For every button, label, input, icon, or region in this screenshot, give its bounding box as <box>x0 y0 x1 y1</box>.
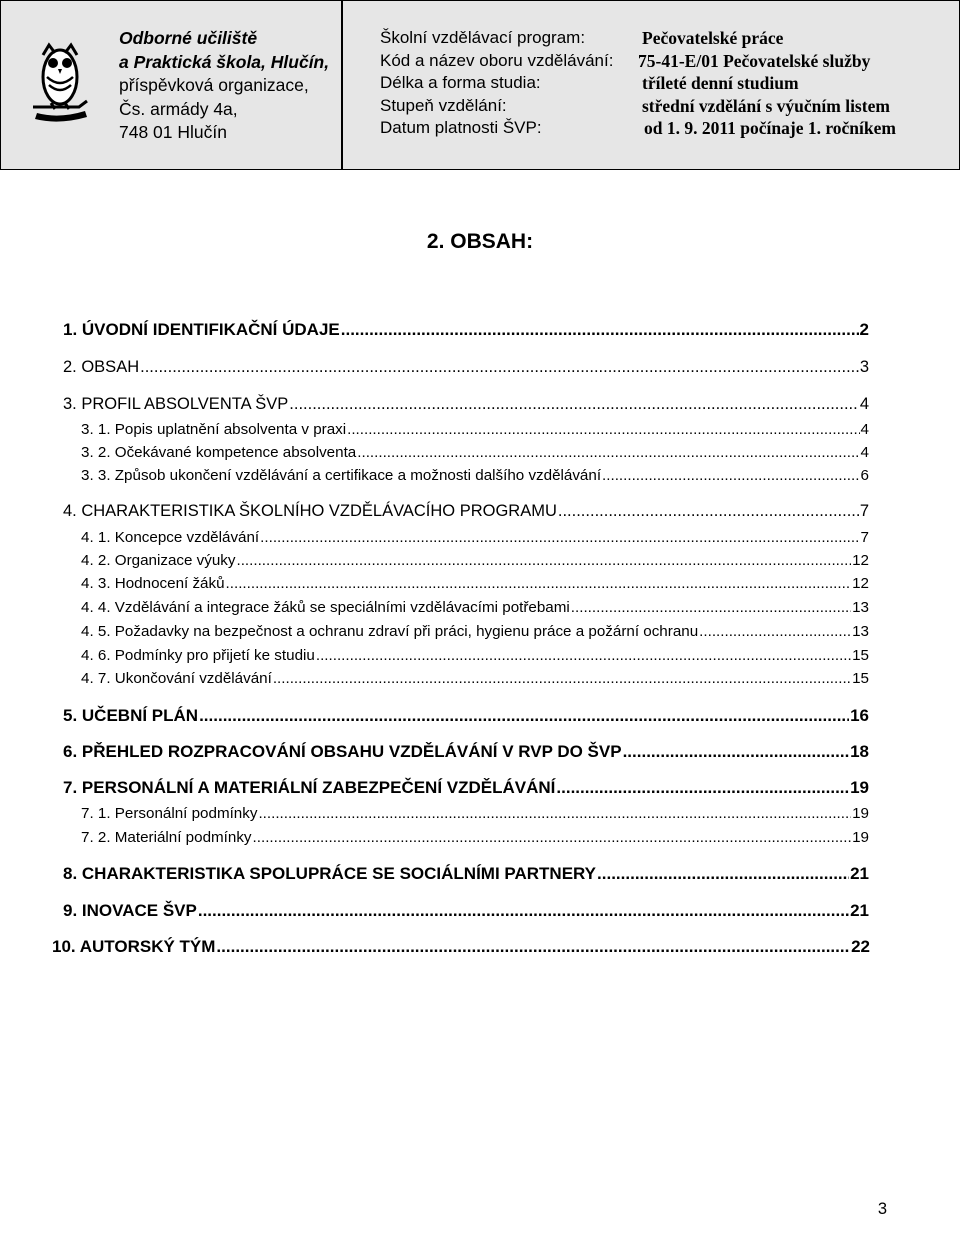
toc-entry-title: 2. OBSAH <box>63 358 140 376</box>
info-label: Školní vzdělávací program: <box>380 28 586 47</box>
toc-entry-title: 3. 1. Popis uplatnění absolventa v praxi <box>81 421 347 438</box>
info-value: 75-41-E/01 Pečovatelské služby <box>638 50 871 71</box>
toc-entry[interactable] <box>63 502 869 521</box>
info-value: tříleté denní studium <box>642 73 799 94</box>
info-row-validity <box>380 117 940 140</box>
leader-dots <box>623 742 850 762</box>
toc-entry-page: 13 <box>852 599 869 616</box>
leader-dots <box>602 467 860 484</box>
toc-entry-page: 15 <box>852 670 869 687</box>
info-label: Délka a forma studia: <box>380 73 541 93</box>
toc-entry-page: 4 <box>860 444 869 461</box>
leader-dots <box>289 395 859 414</box>
toc-entry-title: 3. PROFIL ABSOLVENTA ŠVP <box>63 395 289 413</box>
toc-entry-page: 12 <box>852 575 869 592</box>
toc-entry-page: 6 <box>860 467 869 484</box>
toc-entry-title: 4. 6. Podmínky pro přijetí ke studiu <box>81 647 315 664</box>
toc-entry-title: 9. INOVACE ŠVP <box>63 901 197 920</box>
toc-entry-title: 7. 1. Personální podmínky <box>81 805 258 822</box>
toc-entry[interactable] <box>63 742 869 762</box>
toc-entry-title: 10. AUTORSKÝ TÝM <box>52 937 216 956</box>
leader-dots <box>699 623 851 640</box>
leader-dots <box>571 599 851 616</box>
leader-dots <box>357 444 859 461</box>
toc-entry-page: 7 <box>860 529 869 546</box>
toc-entry[interactable] <box>81 670 869 687</box>
school-street-line: Čs. armády 4a, <box>119 98 238 119</box>
leader-dots <box>236 552 851 569</box>
toc-entry-title: 3. 3. Způsob ukončení vzdělávání a certifikace a možnosti dalšího vzdělávání <box>81 467 602 484</box>
toc-entry[interactable] <box>81 444 869 461</box>
toc-entry-title: 8. CHARAKTERISTIKA SPOLUPRÁCE SE SOCIÁLNÍMI PARTNERY <box>63 864 597 883</box>
info-value: od 1. 9. 2011 počínaje 1. ročníkem <box>644 118 896 139</box>
leader-dots <box>597 864 849 884</box>
toc-entry-title: 7. PERSONÁLNÍ A MATERIÁLNÍ ZABEZPEČENÍ VZDĚLÁVÁNÍ <box>63 778 556 797</box>
toc-entry[interactable] <box>63 706 869 726</box>
leader-dots <box>199 706 849 726</box>
leader-dots <box>140 358 859 377</box>
toc-entry-title: 4. 7. Ukončování vzdělávání <box>81 670 272 687</box>
toc-entry[interactable] <box>81 647 869 664</box>
toc-entry[interactable] <box>52 937 870 957</box>
school-panel <box>1 1 343 169</box>
leader-dots <box>558 502 859 521</box>
toc-entry-page: 4 <box>859 395 869 413</box>
info-row-level <box>380 95 940 118</box>
toc-entry-page: 3 <box>859 358 869 376</box>
info-label: Stupeň vzdělání: <box>380 95 507 115</box>
school-type-line: příspěvková organizace, <box>119 75 309 95</box>
toc-entry-title: 5. UČEBNÍ PLÁN <box>63 706 199 725</box>
leader-dots <box>258 805 851 822</box>
toc-entry-page: 19 <box>852 805 869 822</box>
toc-entry[interactable] <box>63 778 869 798</box>
toc-entry-title: 4. 3. Hodnocení žáků <box>81 575 225 592</box>
toc-entry-page: 19 <box>850 778 869 797</box>
toc-entry[interactable] <box>81 552 869 569</box>
toc-entry[interactable] <box>63 358 869 377</box>
toc-entry[interactable] <box>63 395 869 414</box>
info-row-duration <box>380 72 940 95</box>
toc-entry-page: 22 <box>851 937 870 956</box>
toc-entry[interactable] <box>81 805 869 822</box>
info-label: Kód a název oboru vzdělávání: <box>380 50 614 70</box>
toc-entry[interactable] <box>63 864 869 884</box>
toc-entry-title: 4. CHARAKTERISTIKA ŠKOLNÍHO VZDĚLÁVACÍHO PROGRAMU <box>63 502 557 520</box>
leader-dots <box>253 829 852 846</box>
school-address <box>119 27 329 145</box>
toc-entry-page: 12 <box>852 552 869 569</box>
page-number: 3 <box>877 1200 887 1218</box>
toc-entry[interactable] <box>81 599 869 616</box>
info-value: střední vzdělání s výučním listem <box>642 95 890 116</box>
info-row-program <box>380 27 940 50</box>
toc-entry-title: 4. 2. Organizace výuky <box>81 552 236 569</box>
toc-entry-page: 7 <box>859 502 869 520</box>
toc-entry[interactable] <box>63 320 869 340</box>
toc-entry[interactable] <box>63 901 869 921</box>
toc-entry[interactable] <box>81 467 869 484</box>
toc-entry[interactable] <box>81 529 869 546</box>
leader-dots <box>316 647 851 664</box>
toc-entry-page: 19 <box>852 829 869 846</box>
toc-entry-title: 4. 4. Vzdělávání a integrace žáků se speciálními vzdělávacími potřebami <box>81 599 570 616</box>
document-header <box>0 0 960 170</box>
toc-entry-title: 1. ÚVODNÍ IDENTIFIKAČNÍ ÚDAJE <box>63 320 340 339</box>
program-info <box>380 27 940 140</box>
leader-dots <box>341 320 859 340</box>
school-name-line: a Praktická škola, Hlučín, <box>119 51 330 72</box>
leader-dots <box>347 421 859 438</box>
toc-entry-title: 3. 2. Očekávané kompetence absolventa <box>81 444 357 461</box>
toc-entry[interactable] <box>81 421 869 438</box>
leader-dots <box>260 529 859 546</box>
toc-entry[interactable] <box>81 575 869 592</box>
owl-logo-icon <box>29 41 91 125</box>
info-value: Pečovatelské práce <box>642 28 784 48</box>
toc-entry-page: 16 <box>850 706 869 725</box>
info-label: Datum platnosti ŠVP: <box>380 118 542 138</box>
school-name-line: Odborné učiliště <box>119 28 258 48</box>
toc-entry[interactable] <box>81 623 869 640</box>
toc-entry-page: 21 <box>850 901 869 920</box>
school-city-line: 748 01 Hlučín <box>119 122 227 142</box>
toc-entry-title: 4. 5. Požadavky na bezpečnost a ochranu zdraví při práci, hygienu práce a požární ochranu <box>81 623 699 640</box>
toc-entry-title: 6. PŘEHLED ROZPRACOVÁNÍ OBSAHU VZDĚLÁVÁNÍ V RVP DO ŠVP <box>63 742 622 761</box>
leader-dots <box>273 670 851 687</box>
toc-entry-page: 13 <box>852 623 869 640</box>
toc-entry[interactable] <box>81 829 869 846</box>
toc-entry-title: 4. 1. Koncepce vzdělávání <box>81 529 260 546</box>
leader-dots <box>556 778 849 798</box>
toc-entry-page: 15 <box>852 647 869 664</box>
leader-dots <box>198 901 849 921</box>
info-row-field-code <box>380 50 940 73</box>
toc-entry-title: 7. 2. Materiální podmínky <box>81 829 252 846</box>
toc-entry-page: 2 <box>859 320 869 339</box>
toc-entry-page: 18 <box>850 742 869 761</box>
toc-entry-page: 21 <box>850 864 869 883</box>
leader-dots <box>216 937 850 957</box>
leader-dots <box>226 575 852 592</box>
toc-heading: 2. OBSAH: <box>426 230 534 253</box>
toc-entry-page: 4 <box>860 421 869 438</box>
